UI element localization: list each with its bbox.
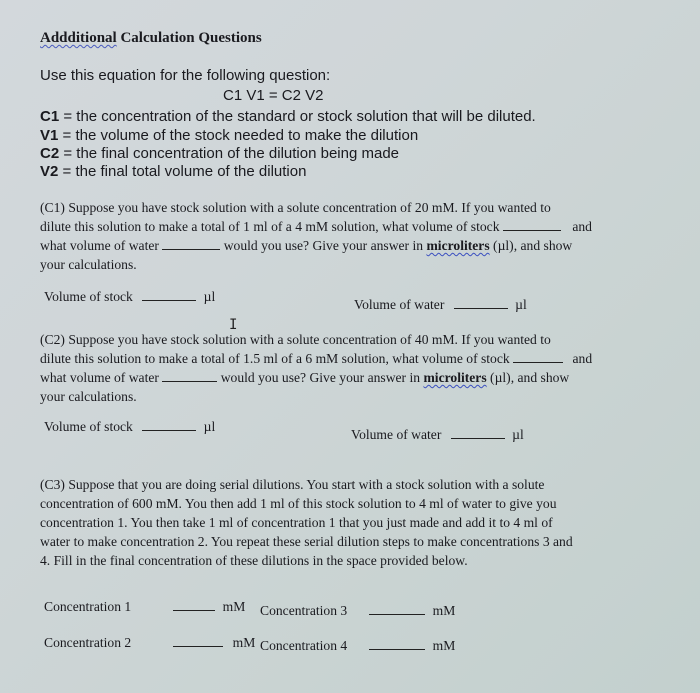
answer-label: Volume of water <box>354 297 445 312</box>
question-text: and <box>572 219 592 234</box>
answer-label: Volume of stock <box>44 289 133 304</box>
definition-text: = the final total volume of the dilution <box>58 163 307 180</box>
question-c2-line-4: your calculations. <box>40 389 137 404</box>
dilution-equation: C1 V1 = C2 V2 <box>223 87 324 104</box>
c1-stock-answer-blank[interactable] <box>142 288 196 301</box>
definition-v2 <box>40 163 306 180</box>
answer-unit: mM <box>432 638 456 653</box>
microliters-word: microliters <box>426 238 490 253</box>
answer-unit: mM <box>432 603 456 618</box>
question-text: dilute this solution to make a total of 1 ml of a 4 mM solution, what volume of stock <box>40 219 500 234</box>
question-c2-line-2 <box>40 349 640 368</box>
document-title <box>40 30 262 47</box>
question-c1-line-4: your calculations. <box>40 257 137 272</box>
definition-c1 <box>40 108 536 125</box>
answer-unit: mM <box>222 599 246 614</box>
definition-text: = the concentration of the standard or stock solution that will be diluted. <box>59 108 536 125</box>
question-c3-line: concentration 1. You then take 1 ml of concentration 1 that you just made and add it to 4 ml of <box>40 515 553 530</box>
concentration-4-answer <box>260 637 455 654</box>
c1-water-answer-blank[interactable] <box>454 296 508 309</box>
question-text: (µl), and show <box>493 238 573 253</box>
question-c1 <box>40 198 640 274</box>
concentration-2-blank[interactable] <box>173 634 223 647</box>
c1-stock-answer <box>44 288 215 305</box>
answer-unit: µl <box>203 419 216 434</box>
question-text: would you use? Give your answer in <box>223 238 424 253</box>
answer-unit: mM <box>232 635 256 650</box>
definition-term: V1 <box>40 127 59 144</box>
c1-water-blank[interactable] <box>162 237 220 250</box>
question-text: and <box>572 351 593 366</box>
title-misspelled-word: Addditional <box>40 30 117 46</box>
answer-label: Concentration 1 <box>44 599 132 614</box>
question-c2 <box>40 330 640 406</box>
question-c1-line-2 <box>40 217 640 236</box>
definition-term: V2 <box>40 163 59 180</box>
question-c1-line-3 <box>40 236 640 255</box>
c2-stock-blank[interactable] <box>513 350 563 363</box>
question-c3 <box>40 475 660 570</box>
concentration-4-blank[interactable] <box>369 637 425 650</box>
question-c3-line: concentration of 600 mM. You then add 1 ml of this stock solution to 4 ml of water to give you <box>40 496 557 511</box>
question-text: what volume of water <box>40 370 159 385</box>
text-cursor-icon: I <box>229 317 238 333</box>
question-text: what volume of water <box>40 238 159 253</box>
answer-label: Concentration 4 <box>260 638 348 653</box>
c1-stock-blank[interactable] <box>503 218 561 231</box>
c2-stock-answer <box>44 418 215 435</box>
c2-stock-answer-blank[interactable] <box>142 418 196 431</box>
c1-water-answer <box>354 296 527 313</box>
concentration-3-answer <box>260 602 455 619</box>
question-text: would you use? Give your answer in <box>220 370 421 385</box>
answer-unit: µl <box>512 427 524 442</box>
answer-label: Volume of water <box>351 427 442 442</box>
question-c3-line: 4. Fill in the final concentration of these dilutions in the space provided below. <box>40 553 468 568</box>
answer-label: Concentration 2 <box>44 635 132 650</box>
question-text: dilute this solution to make a total of 1.5 ml of a 6 mM solution, what volume of stock <box>40 351 510 366</box>
c2-water-answer <box>351 426 524 443</box>
question-text: (µl), and show <box>490 370 570 385</box>
question-c3-line: water to make concentration 2. You repeat these serial dilution steps to make concentrations 3 and <box>40 534 573 549</box>
concentration-1-answer <box>44 598 245 615</box>
question-c1-line-1: (C1) Suppose you have stock solution with a solute concentration of 20 mM. If you wanted to <box>40 200 551 215</box>
question-c2-line-1: (C2) Suppose you have stock solution with a solute concentration of 40 mM. If you wanted to <box>40 332 551 347</box>
definition-text: = the final concentration of the dilution being made <box>59 145 400 162</box>
title-rest: Calculation Questions <box>120 30 262 46</box>
concentration-2-answer <box>44 634 255 651</box>
answer-unit: µl <box>203 289 216 304</box>
c2-water-blank[interactable] <box>162 369 217 382</box>
answer-unit: µl <box>515 297 527 312</box>
concentration-3-blank[interactable] <box>369 602 425 615</box>
question-c3-line: (C3) Suppose that you are doing serial dilutions. You start with a stock solution with a solute <box>40 477 545 492</box>
answer-label: Volume of stock <box>44 419 133 434</box>
definition-v1 <box>40 127 418 144</box>
question-c2-line-3 <box>40 368 640 387</box>
concentration-1-blank[interactable] <box>173 598 215 611</box>
definition-term: C2 <box>40 145 60 162</box>
c2-water-answer-blank[interactable] <box>451 426 505 439</box>
equation-intro: Use this equation for the following question: <box>40 67 331 84</box>
answer-label: Concentration 3 <box>260 603 348 618</box>
definition-c2 <box>40 145 399 162</box>
microliters-word: microliters <box>423 370 487 385</box>
definition-term: C1 <box>40 108 60 125</box>
definition-text: = the volume of the stock needed to make the dilution <box>58 127 419 144</box>
